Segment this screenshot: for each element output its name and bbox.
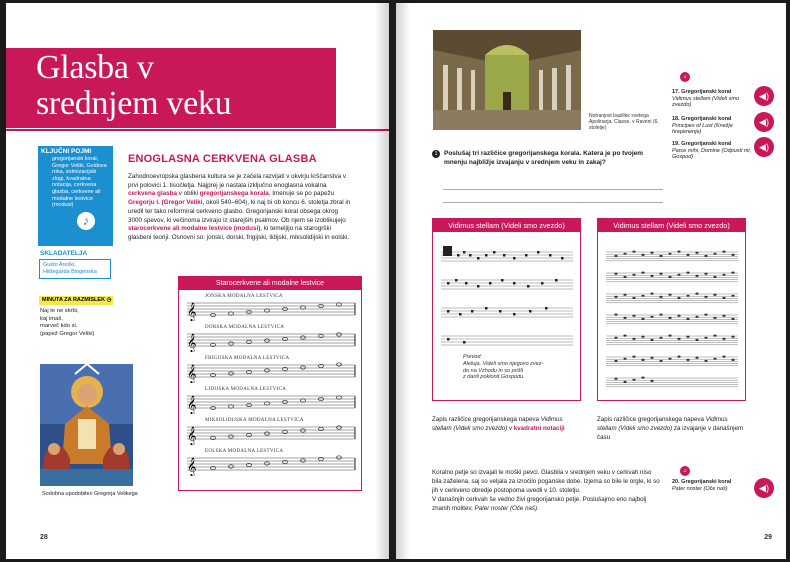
key-terms-heading: KLJUČNI POJMI bbox=[41, 148, 92, 155]
track-17: 17. Gregorijanski koral Vidimus stellam (Videli smo zvezdo) bbox=[672, 89, 740, 109]
scale-note bbox=[229, 372, 234, 375]
treble-clef-icon: 𝄞 bbox=[187, 426, 197, 445]
chant-note bbox=[623, 317, 626, 319]
composers-box: Guido Areški, Hildegarda Bingenska bbox=[39, 259, 111, 279]
chant-note bbox=[713, 294, 716, 296]
chant-note bbox=[623, 253, 626, 255]
question-text: Poslušaj tri različice gregorijanskega korala. Katera je po tvojem mnenju najbližje izvajanju v srednjem veku in zakaj? bbox=[444, 150, 644, 166]
chapter-title: Glasba v srednjem veku bbox=[36, 49, 232, 122]
modern-notation-score bbox=[598, 232, 745, 397]
chant-note bbox=[695, 293, 698, 295]
chant-note bbox=[686, 336, 689, 338]
chant-note bbox=[677, 315, 680, 317]
scale-note bbox=[301, 366, 306, 369]
play-track-18-speaker-icon[interactable]: ◀) bbox=[754, 112, 774, 132]
scale-note bbox=[265, 462, 270, 465]
chant-note bbox=[704, 337, 707, 339]
chant-note bbox=[623, 294, 626, 296]
chant-note bbox=[614, 273, 617, 275]
right-page bbox=[396, 3, 786, 559]
chant-note bbox=[704, 360, 707, 362]
track-18: 18. Gregorijanski koral Principes of Lust (Knežje hrepenenje) bbox=[672, 116, 733, 136]
chant-note bbox=[713, 358, 716, 360]
modal-scale-name: LIDIJSKA MODALNA LESTVICA bbox=[205, 387, 287, 392]
treble-clef-icon: 𝄞 bbox=[187, 333, 197, 352]
scale-note bbox=[337, 303, 342, 306]
chant-note bbox=[641, 254, 644, 256]
treble-clef-icon: 𝄞 bbox=[187, 395, 197, 414]
modal-scale-3 bbox=[183, 352, 357, 383]
page-number-right: 29 bbox=[764, 534, 772, 541]
chant-note bbox=[641, 336, 644, 338]
vidimus-box1-caption: Zapis različice gregorijanskega napeva Vidimus stellam (Videli smo zvezdo) v kvadratni notaciji bbox=[432, 416, 565, 432]
section-heading: ENOGLASNA CERKVENA GLASBA bbox=[128, 153, 317, 165]
audio-headphones-icon: ♫ bbox=[680, 72, 690, 82]
chant-note bbox=[695, 339, 698, 341]
chant-note bbox=[668, 276, 671, 278]
chant-note bbox=[614, 360, 617, 362]
vidimus-box2-caption: Zapis različice gregorijanskega napeva Vidimus stellam (Videli smo zvezdo) za izvajanje v današnjem času bbox=[597, 416, 744, 441]
icon-caption: Sodobna upodobitev Gregorja Velikega bbox=[42, 491, 138, 497]
chant-note bbox=[650, 380, 653, 382]
scale-note bbox=[337, 363, 342, 366]
chant-note bbox=[614, 296, 617, 298]
scale-note bbox=[301, 399, 306, 402]
track-19: 19. Gregorijanski koral Parce mihi, Domine (Odpusti mi, Gospod) bbox=[672, 141, 752, 161]
chant-note bbox=[632, 356, 635, 358]
chant-note bbox=[659, 337, 662, 339]
chant-note bbox=[722, 338, 725, 340]
scale-note bbox=[337, 456, 342, 459]
chant-note bbox=[722, 297, 725, 299]
scale-note bbox=[229, 312, 234, 315]
chant-note bbox=[713, 335, 716, 337]
chant-note bbox=[695, 316, 698, 318]
scale-note bbox=[229, 405, 234, 408]
chant-note bbox=[614, 314, 617, 316]
chant-note bbox=[731, 318, 734, 320]
chant-note bbox=[731, 254, 734, 256]
chant-note bbox=[731, 295, 734, 297]
scale-note bbox=[301, 336, 306, 339]
chant-note bbox=[713, 253, 716, 255]
chant-note bbox=[722, 251, 725, 253]
left-page bbox=[6, 3, 389, 559]
scale-note bbox=[337, 396, 342, 399]
scale-note bbox=[337, 333, 342, 336]
chant-note bbox=[722, 315, 725, 317]
modal-scale-name: JONSKA MODALNA LESTVICA bbox=[205, 294, 283, 299]
chant-note bbox=[659, 255, 662, 257]
chant-note bbox=[695, 252, 698, 254]
treble-clef-icon: 𝄞 bbox=[187, 364, 197, 383]
scale-note bbox=[229, 342, 234, 345]
chant-note bbox=[632, 315, 635, 317]
body-text: Zahodnoevropska glasbena kultura se je začela razvijati v okvirju krščanstva v prvi polovici 1. tisočletja. Najprej je nastala izključno enoglasna vokalna cerkvena glasba v obliki gregorijanskega korala. Imenuje se po papežu Gregorju I. (Gregor Veliki, okoli 540–604), ki naj bi ob koncu 6. stoletja zbral in uredil ter tako reformiral cerkveno glasbo. Gregorijanski koral obsega okrog 3000 spevov, ki večinoma izvirajo iz starejših psalmov. Ob njem se izoblikujejo starocerkvene ali modalne lestvice (modusi), ki temeljijo na starogrški glasbeni teoriji. Osnovni so: jonski, dorski, frigijski, lidijski, miksolidijski in eolski. bbox=[128, 173, 351, 241]
modal-scale-name: MIKSOLIDIJSKA MODALNA LESTVICA bbox=[205, 418, 304, 423]
scale-note bbox=[265, 369, 270, 372]
chant-note bbox=[659, 314, 662, 316]
translation: Prevod: Aleluja, Videli smo njegovo zvez- do na Vzhodu in so prišli z darili poklonit Gospodu. bbox=[463, 354, 544, 381]
track-20: 20. Gregorijanski koral Pater noster (Oče naš) bbox=[672, 479, 732, 492]
chant-note bbox=[650, 293, 653, 295]
play-track-17-speaker-icon[interactable]: ◀) bbox=[754, 86, 774, 106]
page-number-left: 28 bbox=[40, 534, 48, 541]
chant-note bbox=[650, 357, 653, 359]
scale-note bbox=[301, 306, 306, 309]
modal-scales-box bbox=[178, 276, 362, 491]
vidimus-box2-heading: Vidimus stellam (Videli smo zvezdo) bbox=[598, 219, 745, 232]
chant-note bbox=[659, 273, 662, 275]
vidimus-square-notation-box bbox=[432, 218, 581, 401]
chant-note bbox=[650, 252, 653, 254]
chant-note bbox=[650, 339, 653, 341]
chant-note bbox=[686, 254, 689, 256]
modal-scale-name: FRIGIJSKA MODALNA LESTVICA bbox=[205, 356, 290, 361]
chant-note bbox=[650, 316, 653, 318]
chant-note bbox=[650, 275, 653, 277]
play-track-20-speaker-icon[interactable]: ◀) bbox=[754, 478, 774, 498]
vidimus-modern-notation-box bbox=[597, 218, 746, 401]
treble-clef-icon: 𝄞 bbox=[187, 302, 197, 321]
modal-scale-5 bbox=[183, 414, 357, 445]
title-rule bbox=[6, 129, 389, 131]
chant-note bbox=[623, 381, 626, 383]
scale-note bbox=[229, 465, 234, 468]
chant-note bbox=[677, 356, 680, 358]
chant-note bbox=[686, 272, 689, 274]
chant-note bbox=[641, 377, 644, 379]
key-terms-box bbox=[38, 146, 113, 246]
vidimus-box1-heading: Vidimus stellam (Videli smo zvezdo) bbox=[433, 219, 580, 232]
modal-scale-name: EOLSKA MODALNA LESTVICA bbox=[205, 449, 284, 454]
clock-icon: ◷ bbox=[106, 297, 112, 303]
gregory-icon-painting bbox=[40, 364, 133, 486]
scales-list bbox=[179, 290, 361, 476]
chant-note bbox=[623, 358, 626, 360]
chant-note bbox=[614, 378, 617, 380]
composers-heading: SKLADATELJA bbox=[40, 250, 88, 257]
minute-heading: MINUTA ZA RAZMISLEK ◷ bbox=[39, 296, 113, 305]
chant-note bbox=[668, 253, 671, 255]
chant-note bbox=[731, 272, 734, 274]
chant-note bbox=[659, 360, 662, 362]
scale-note bbox=[301, 429, 306, 432]
chant-note bbox=[704, 314, 707, 316]
modal-scale-name: DORSKA MODALNA LESTVICA bbox=[205, 325, 285, 330]
scale-note bbox=[337, 426, 342, 429]
modal-scale-1 bbox=[183, 290, 357, 321]
basilica-photo bbox=[433, 30, 581, 130]
answer-line-2[interactable] bbox=[443, 202, 663, 203]
chant-note bbox=[713, 317, 716, 319]
chant-note bbox=[686, 318, 689, 320]
chant-note bbox=[695, 275, 698, 277]
chant-note bbox=[677, 251, 680, 253]
chant-note bbox=[632, 251, 635, 253]
chant-note bbox=[614, 255, 617, 257]
chant-note bbox=[668, 358, 671, 360]
square-notation-score bbox=[433, 232, 580, 352]
chant-note bbox=[704, 255, 707, 257]
modal-scale-2 bbox=[183, 321, 357, 352]
treble-clef-icon: 𝄞 bbox=[187, 457, 197, 476]
chant-note bbox=[641, 318, 644, 320]
chant-note bbox=[677, 274, 680, 276]
scale-note bbox=[229, 435, 234, 438]
chant-note bbox=[695, 357, 698, 359]
chant-note bbox=[641, 295, 644, 297]
scale-note bbox=[301, 459, 306, 462]
clef-icon: ♪ bbox=[77, 212, 95, 230]
chant-note bbox=[677, 338, 680, 340]
chant-note bbox=[641, 272, 644, 274]
chant-note bbox=[641, 359, 644, 361]
chant-note bbox=[623, 276, 626, 278]
chant-note bbox=[686, 359, 689, 361]
chant-note bbox=[677, 297, 680, 299]
chant-note bbox=[623, 335, 626, 337]
scale-note bbox=[265, 309, 270, 312]
chant-note bbox=[731, 359, 734, 361]
chant-note bbox=[614, 337, 617, 339]
chant-note bbox=[659, 296, 662, 298]
chant-note bbox=[632, 379, 635, 381]
key-terms-text: gregorijanski koral, Gregor Veliki, Gvidova roka, solmizacijski zlogi, kvadratna notacija, cerkvena glasba, cerkvene ali modalne lestvice (modusi) bbox=[52, 156, 107, 209]
question-number: 1 bbox=[432, 150, 440, 158]
chant-note bbox=[632, 274, 635, 276]
chant-note bbox=[713, 276, 716, 278]
chant-note bbox=[632, 297, 635, 299]
scale-note bbox=[265, 339, 270, 342]
modal-scale-4 bbox=[183, 383, 357, 414]
answer-line-1[interactable] bbox=[443, 189, 663, 190]
bottom-text: Koralno petje so izvajali le moški pevci. Glasbila v srednjem veku v cerkvah niso bila zaželena, saj so veljala za izročilo poganske dobe. Izjema so bile le orgle, ki so jih v cerkveno obredje postopoma uvedli v 10. stoletju. V današnjih cerkvah še vedno živi gregorijansko petje. Poslušajmo eno najbolj znanih molitev, Pater noster (Oče naš). bbox=[432, 469, 660, 513]
photo-caption: Notranjost bazilike svetega Apolinarja, Classe, v Raveni (6. stoletje) bbox=[589, 113, 659, 132]
modal-scales-heading: Starocerkvene ali modalne lestvice bbox=[179, 277, 361, 290]
chant-note bbox=[686, 295, 689, 297]
play-track-19-speaker-icon[interactable]: ◀) bbox=[754, 137, 774, 157]
scale-note bbox=[265, 402, 270, 405]
chant-note bbox=[668, 317, 671, 319]
chant-note bbox=[722, 274, 725, 276]
scale-note bbox=[265, 432, 270, 435]
audio-headphones-icon-2: ♫ bbox=[680, 466, 690, 476]
chant-note bbox=[722, 356, 725, 358]
chant-note bbox=[668, 335, 671, 337]
chant-note bbox=[704, 296, 707, 298]
modal-scale-6 bbox=[183, 445, 357, 476]
chant-note bbox=[668, 294, 671, 296]
chant-note bbox=[704, 273, 707, 275]
chant-note bbox=[731, 336, 734, 338]
chant-note bbox=[632, 338, 635, 340]
minute-quote: Naj te ne skrbi, kaj imaš, marveč kdo si. (papež Gregor Veliki) bbox=[40, 308, 95, 337]
